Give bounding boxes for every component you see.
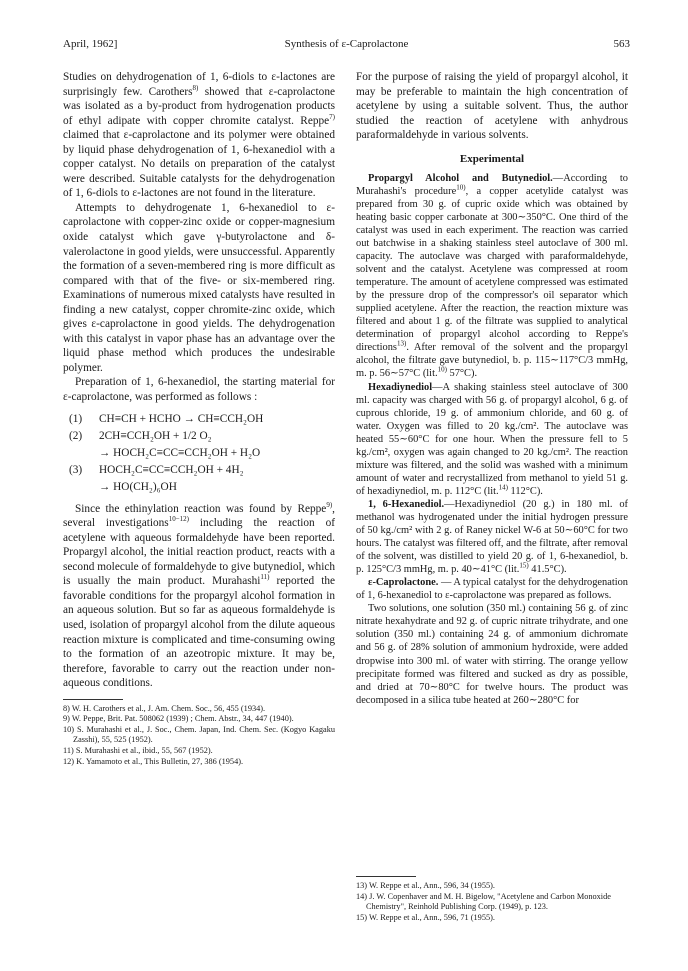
footnote-10: 10) S. Murahashi et al., J. Soc., Chem. Japan, Ind. Chem. Sec. (Kogyo Kagaku Zasshi), 55, 525 (1952). xyxy=(63,724,335,745)
section-heading-experimental: Experimental xyxy=(459,152,525,165)
right-column xyxy=(356,70,628,707)
paragraph-two-solutions: Two solutions, one solution (350 ml.) containing 56 g. of zinc nitrate hexahydrate and 92 g. of cupric nitrate trihydrate, and one solution (350 ml.) containing 24 g. of ammonium dichromate and 56 g. of 28% solution of ammonium hydroxide, were added dropwise into 300 ml. of water with stirring. The orange yellow precipitate formed was filtered and sucked as dry as possible, and dried at 70∼80°C for twelve hours. The product was decomposed in a silica tube heated at 260∼280°C for xyxy=(356,603,628,706)
paragraph-caprolactone: ε-Caprolactone. — A typical catalyst for the dehydrogenation of 1, 6-hexanediol to ε-caprolactone was prepared as follows. xyxy=(356,577,628,602)
equation-2: (2) 2CH≡CCH₂OH + 1/2 O₂ xyxy=(69,429,212,442)
footnote-12: 12) K. Yamamoto et al., This Bulletin, 27, 386 (1954). xyxy=(63,756,244,766)
footnote-rule-right xyxy=(356,876,416,877)
footnote-8: 8) W. H. Carothers et al., J. Am. Chem. Soc., 56, 455 (1934). xyxy=(63,703,266,713)
header-title: Synthesis of ε-Caprolactone xyxy=(284,38,409,50)
footnote-14: 14) J. W. Copenhaver and M. H. Bigelow, "Acetylene and Carbon Monoxide Chemistry", Reinhold Publishing Corp. (1949), p. 123. xyxy=(356,891,611,912)
paragraph-hexanediol: 1, 6-Hexanediol.—Hexadiynediol (20 g.) in 180 ml. of methanol was hydrogenated under the initial hydrogen pressure of 50 kg./cm² with 2 g. of Raney nickel W-6 at 50∼60°C for two hours. The catalyst was filtered off, and the filtrate, after removal of the solvent, was distilled to yield 20 g. of 1, 6-hexanediol, b. p. 125°C/3 mmHg, m. p. 40∼41°C (lit.$^{15)}$ 41.5°C). xyxy=(356,498,628,576)
paragraph-ethinylation: Since the ethinylation reaction was found by Reppe$^{9)}$, several investigations$^{10-12)}$ including the reaction of acetylene with aqueous formaldehyde have been reported. Propargyl alcohol, the initial reaction product, reacts with a second molecule of formaldehyde to give butynediol, which is usually the main product. Murahashi$^{11)}$ reported the favorable conditions for the propargyl alcohol formation in an aqueous solution. But so far as aqueous formaldehyde is used, isolation of propargyl alcohol from the dilute aqueous reaction mixture is complicated and time-consuming owing to the formation of an azeotropic mixture. It may be, therefore, favorable to carry out the reaction under non-aqueous conditions. xyxy=(63,500,335,690)
equation-3: (3) HOCH₂C≡CC≡CCH₂OH + 4H₂ xyxy=(69,463,244,476)
paragraph-preparation: Preparation of 1, 6-hexanediol, the starting material for ε-caprolactone, was performed as follows : xyxy=(63,376,335,404)
header-date: April, 1962] xyxy=(63,38,118,50)
footnote-11: 11) S. Murahashi et al., ibid., 55, 567 (1952). xyxy=(63,746,213,756)
footnote-rule xyxy=(63,699,123,700)
running-header xyxy=(63,38,630,54)
left-column xyxy=(63,70,335,767)
footnote-15: 15) W. Reppe et al., Ann., 596, 71 (1955). xyxy=(356,912,495,922)
paragraph-attempts: Attempts to dehydrogenate 1, 6-hexanediol to ε-caprolactone with copper-zinc oxide or copper-magnesium oxide catalyst which gave γ-butyrolactone and δ-valerolactone in good yields, were unsuccessful. Apparently the formation of a seven-membered ring is more difficult as compared with that of the five- or six-membered ring. Examinations of numerous mixed catalysts have resulted in finding a new catalyst, copper chromite-zinc oxide, which gives ε-caprolactone in good yields. The dehydrogenation with this catalyst in vapor phase has an advantage over the liquid phase method which produces the undesirable polymer. xyxy=(63,201,335,374)
equation-2-product: → HOCH₂C≡CC≡CCH₂OH + H₂O xyxy=(99,446,261,459)
reaction-equations xyxy=(63,411,335,496)
paragraph-purpose: For the purpose of raising the yield of propargyl alcohol, it may be preferable to maintain the high concentration of acetylene by using a suitable solvent. Thus, the author studied the reaction of acetylene with anhydrous paraformaldehyde in various solvents. xyxy=(356,71,628,142)
paragraph-intro: Studies on dehydrogenation of 1, 6-diols to ε-lactones are surprisingly few. Carothers$^{8)}$ showed that ε-caprolactone was isolated as a by-product from hydrogenation products of ethyl adipate with copper chromite catalyst. Reppe$^{7)}$ claimed that ε-caprolactone and its polymer were obtained by liquid phase dehydrogenation of 1, 6-hexanediol with a copper catalyst. No details on preparation of the catalyst were described. Suitable catalysts for the dehydrogenation of 1, 6-diols to ε-lactones are not found in the literature. xyxy=(63,71,335,200)
footnote-9: 9) W. Peppe, Brit. Pat. 508062 (1939) ; Chem. Abstr., 34, 447 (1940). xyxy=(63,714,294,724)
equation-3-product: → HO(CH₂)₆OH xyxy=(99,480,177,493)
equation-1: (1) CH≡CH + HCHO → CH≡CCH₂OH xyxy=(69,412,264,425)
right-footnotes xyxy=(356,876,628,923)
paragraph-hexadiynediol: Hexadiynediol—A shaking stainless steel autoclave of 300 ml. capacity was charged with 56 g. of propargyl alcohol, 6 g. of cuprous chloride, 19 g. of ammonium chloride, and 60 g. of water. Oxygen was filled to 20 kg./cm². The autoclave was heated 55∼60°C for one hour. When the pressure fell to 5 kg./cm², oxygen was again changed to 20 kg./cm². The reaction mixture was filtered, and the solid was washed with a minimum amount of water and recrystallized from methanol to yield 51 g. of hexadiynediol, m. p. 112°C (lit.$^{14)}$ 112°C). xyxy=(356,381,628,497)
paragraph-propargyl: Propargyl Alcohol and Butynediol.—According to Murahashi's procedure$^{10)}$, a copper acetylide catalyst was prepared from 30 g. of cupric oxide which was obtained by heating basic copper carbonate at 300∼350°C. One third of the catalyst was used in each experiment. The reaction was carried out batchwise in a shaking stainless steel autoclave of 300 ml. capacity. The autoclave was charged with paraformaldehyde, solvent and the catalyst. Acetylene was compressed at room temperature. The amount of acetylene compressed was estimated by the pressure drop of the compressor's oil separator which supplied acetylene. After the reaction, the reaction mixture was filtered and about 1 g. of the filtrate was supplied to analytical determination of propargyl alcohol according to Reppe's directions$^{13)}$. After removal of the solvent and the propargyl alcohol, the filtrate gave butynediol, b. p. 115∼117°C/3 mmHg, m. p. 56∼57°C (lit.$^{10)}$ 57°C). xyxy=(356,172,628,380)
footnote-13: 13) W. Reppe et al., Ann., 596, 34 (1955). xyxy=(356,881,495,890)
page-number: 563 xyxy=(613,38,630,50)
